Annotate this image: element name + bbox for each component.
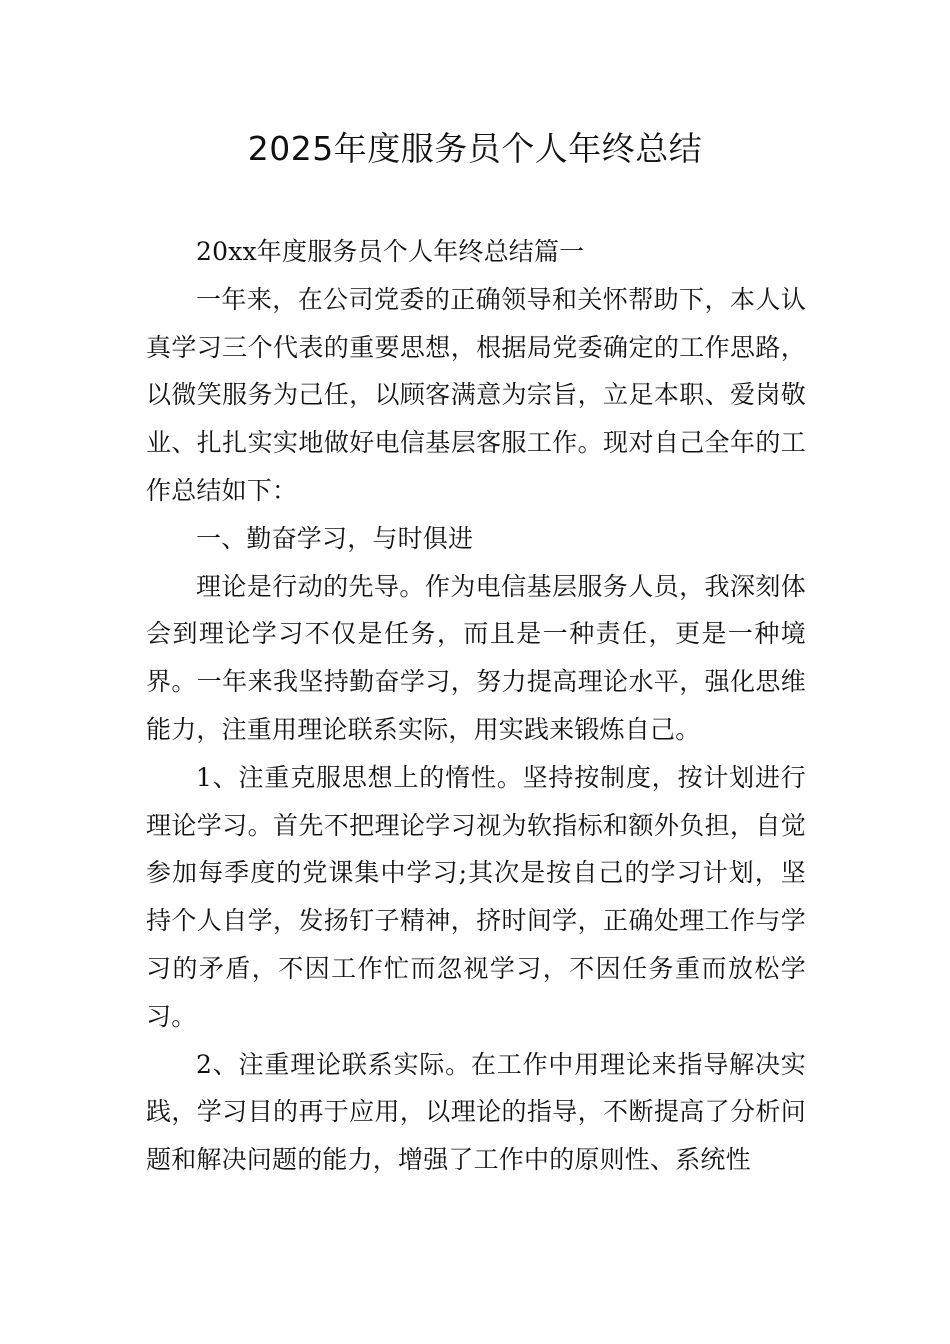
body-paragraph: 理论是行动的先导。作为电信基层服务人员，我深刻体会到理论学习不仅是任务，而且是一种责任，更是一种境界。一年来我坚持勤奋学习，努力提高理论水平，强化思维能力，注重用理论联系实际，用实践来锻炼自己。	[146, 571, 806, 744]
document-title: 2025年度服务员个人年终总结	[247, 129, 703, 168]
section-heading: 20xx年度服务员个人年终总结篇一	[196, 237, 585, 266]
body-paragraph: 一年来，在公司党委的正确领导和关怀帮助下，本人认真学习三个代表的重要思想，根据局党委确定的工作思路，以微笑服务为己任，以顾客满意为宗旨，立足本职、爱岗敬业、扎扎实实地做好电信基层客服工作。现对自己全年的工作总结如下：	[146, 284, 806, 505]
body-paragraph: 2、注重理论联系实际。在工作中用理论来指导解决实践，学习目的再于应用，以理论的指导，不断提高了分析问题和解决问题的能力，增强了工作中的原则性、系统性	[146, 1049, 806, 1175]
document-body	[146, 228, 806, 1184]
body-paragraph: 1、注重克服思想上的惰性。坚持按制度，按计划进行理论学习。首先不把理论学习视为软指标和额外负担，自觉参加每季度的党课集中学习;其次是按自己的学习计划，坚持个人自学，发扬钉子精神，挤时间学，正确处理工作与学习的矛盾，不因工作忙而忽视学习，不因任务重而放松学习。	[146, 762, 806, 1031]
section-heading: 一、勤奋学习，与时俱进	[196, 523, 474, 553]
